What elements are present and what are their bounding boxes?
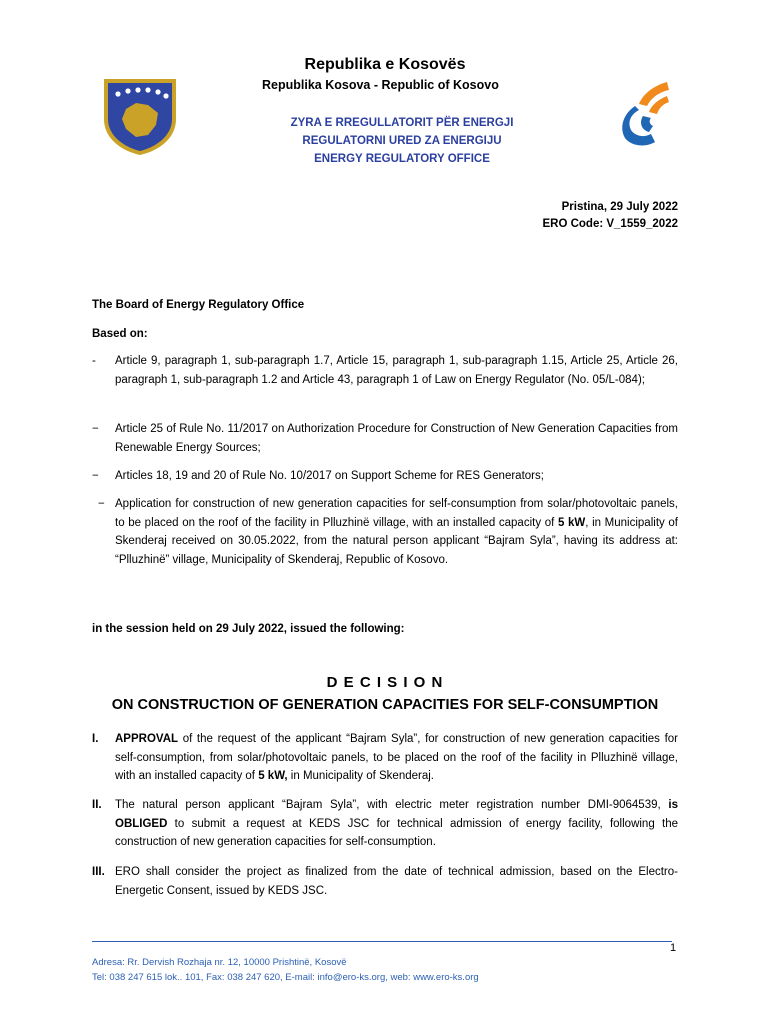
footer <box>92 955 479 985</box>
item-text: APPROVAL of the request of the applicant “Bajram Syla”, for construction of new generation capacities for self-consumption, from solar/photovoltaic panels, to be placed on the roof of the facility in Plluzhinë village, with an installed capacity of 5 kW, in Municipality of Skenderaj. <box>115 733 678 782</box>
office-name-sr: REGULATORNI URED ZA ENERGIJU <box>302 135 502 147</box>
bullet-text: Application for construction of new generation capacities for self-consumption from solar/photovoltaic panels, to be placed on the roof of the facility in Plluzhinë village, with an installed capacity of 5 kW, in Municipality of Skenderaj received on 30.05.2022, from the natural person applicant “Bajram Syla”, having its address at: “Plluzhinë” village, Municipality of Skenderaj, Republic of Kosovo. <box>115 498 678 566</box>
office-name-en: ENERGY REGULATORY OFFICE <box>314 153 490 165</box>
decision-item <box>92 796 678 852</box>
bullet-mark: − <box>98 498 105 510</box>
document-date: Pristina, 29 July 2022 <box>561 201 678 213</box>
document-code: ERO Code: V_1559_2022 <box>542 218 678 230</box>
bullet-text: Articles 18, 19 and 20 of Rule No. 10/2017 on Support Scheme for RES Generators; <box>115 470 544 482</box>
bullet-text: Article 25 of Rule No. 11/2017 on Authorization Procedure for Construction of New Generation Capacities from Renewable Energy Sources; <box>115 423 678 454</box>
legal-basis-item <box>92 420 678 457</box>
decision-item <box>92 730 678 786</box>
legal-basis-item <box>92 352 678 389</box>
country-subtitle: Republika Kosova - Republic of Kosovo <box>262 78 499 92</box>
footer-contact: Tel: 038 247 615 lok.. 101, Fax: 038 247 620, E-mail: info@ero-ks.org, web: www.ero-ks.org <box>92 972 479 983</box>
bullet-mark: − <box>92 423 99 435</box>
legal-basis-item <box>92 495 678 569</box>
footer-address: Adresa: Rr. Dervish Rozhaja nr. 12, 10000 Prishtinë, Kosovë <box>92 957 347 968</box>
office-name-block <box>262 114 542 168</box>
decision-title: D E C I S I O N <box>326 674 444 691</box>
page-number: 1 <box>670 942 677 954</box>
decision-subtitle: ON CONSTRUCTION OF GENERATION CAPACITIES FOR SELF-CONSUMPTION <box>111 697 659 713</box>
bullet-mark: − <box>92 470 99 482</box>
country-title: Republika e Kosovës <box>304 56 466 73</box>
kosovo-coat-of-arms-icon <box>100 75 180 157</box>
date-block <box>542 199 678 233</box>
based-on-label: Based on: <box>92 328 148 340</box>
board-heading: The Board of Energy Regulatory Office <box>92 299 305 311</box>
legal-basis-item <box>92 467 678 486</box>
decision-item <box>92 863 678 900</box>
office-name-sq: ZYRA E RREGULLATORIT PËR ENERGJI <box>290 117 514 129</box>
session-line: in the session held on 29 July 2022, issued the following: <box>92 623 405 635</box>
item-number: II. <box>92 799 102 811</box>
ero-logo-icon <box>617 80 671 148</box>
footer-divider <box>92 941 672 942</box>
item-number: I. <box>92 733 99 745</box>
bullet-text: Article 9, paragraph 1, sub-paragraph 1.7, Article 15, paragraph 1, sub-paragraph 1.15, Article 25, Article 26, paragraph 1, sub-paragraph 1.2 and Article 43, paragraph 1 of Law on Energy Regulator (No. 05/L-084); <box>115 355 678 386</box>
item-number: III. <box>92 866 105 878</box>
item-text: The natural person applicant “Bajram Syla”, with electric meter registration number DMI-9064539, is OBLIGED to submit a request at KEDS JSC for technical admission of energy facility, following the construction of new generation capacities for self-consumption. <box>115 799 678 848</box>
item-text: ERO shall consider the project as finalized from the date of technical admission, based on the Electro-Energetic Consent, issued by KEDS JSC. <box>115 866 678 897</box>
bullet-mark: - <box>92 355 96 367</box>
